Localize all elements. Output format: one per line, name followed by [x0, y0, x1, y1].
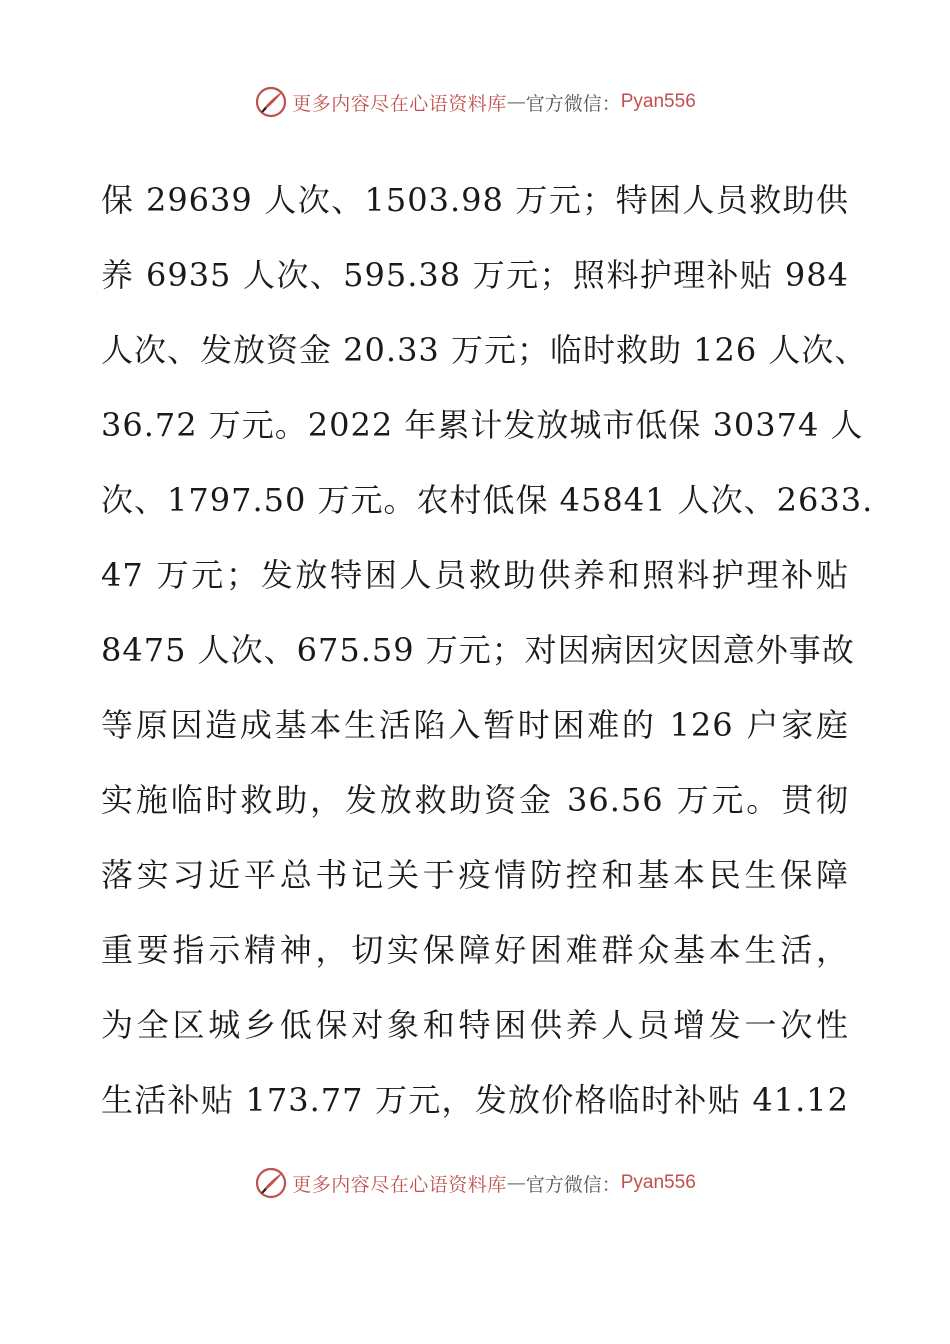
body-line: 8475 人次、675.59 万元；对因病因灾因意外事故 — [101, 631, 855, 669]
body-line: 保 29639 人次、1503.98 万元；特困人员救助供 — [101, 181, 849, 219]
header-separator: — — [506, 91, 526, 113]
header-brand: 更多内容尽在心语资料库 — [292, 92, 507, 115]
body-line: 养 6935 人次、595.38 万元；照料护理补贴 984 — [101, 256, 849, 294]
header-wechat-label: 官方微信： — [525, 92, 621, 115]
footer-separator: — — [506, 1172, 526, 1194]
quill-logo-icon — [254, 85, 288, 119]
body-line: 重要指示精神，切实保障好困难群众基本生活， — [101, 931, 849, 969]
body-line: 36.72 万元。2022 年累计发放城市低保 30374 人 — [101, 406, 864, 444]
body-line: 生活补贴 173.77 万元，发放价格临时补贴 41.12 — [101, 1081, 849, 1119]
body-line: 实施临时救助，发放救助资金 36.56 万元。贯彻 — [101, 781, 849, 819]
footer-banner — [0, 1163, 950, 1203]
footer-brand: 更多内容尽在心语资料库 — [292, 1173, 507, 1196]
header-wechat-id: Pyan556 — [620, 91, 696, 112]
body-line: 落实习近平总书记关于疫情防控和基本民生保障 — [101, 856, 849, 894]
footer-wechat-id: Pyan556 — [620, 1172, 696, 1193]
body-line: 47 万元；发放特困人员救助供养和照料护理补贴 — [101, 556, 849, 594]
body-line: 等原因造成基本生活陷入暂时困难的 126 户家庭 — [101, 706, 849, 744]
body-line: 次、1797.50 万元。农村低保 45841 人次、2633. — [101, 481, 874, 519]
footer-wechat-label: 官方微信： — [525, 1173, 621, 1196]
body-line: 为全区城乡低保对象和特困供养人员增发一次性 — [101, 1006, 849, 1044]
quill-logo-icon — [254, 1166, 288, 1200]
body-line: 人次、发放资金 20.33 万元；临时救助 126 人次、 — [101, 331, 868, 369]
header-banner — [0, 82, 950, 122]
